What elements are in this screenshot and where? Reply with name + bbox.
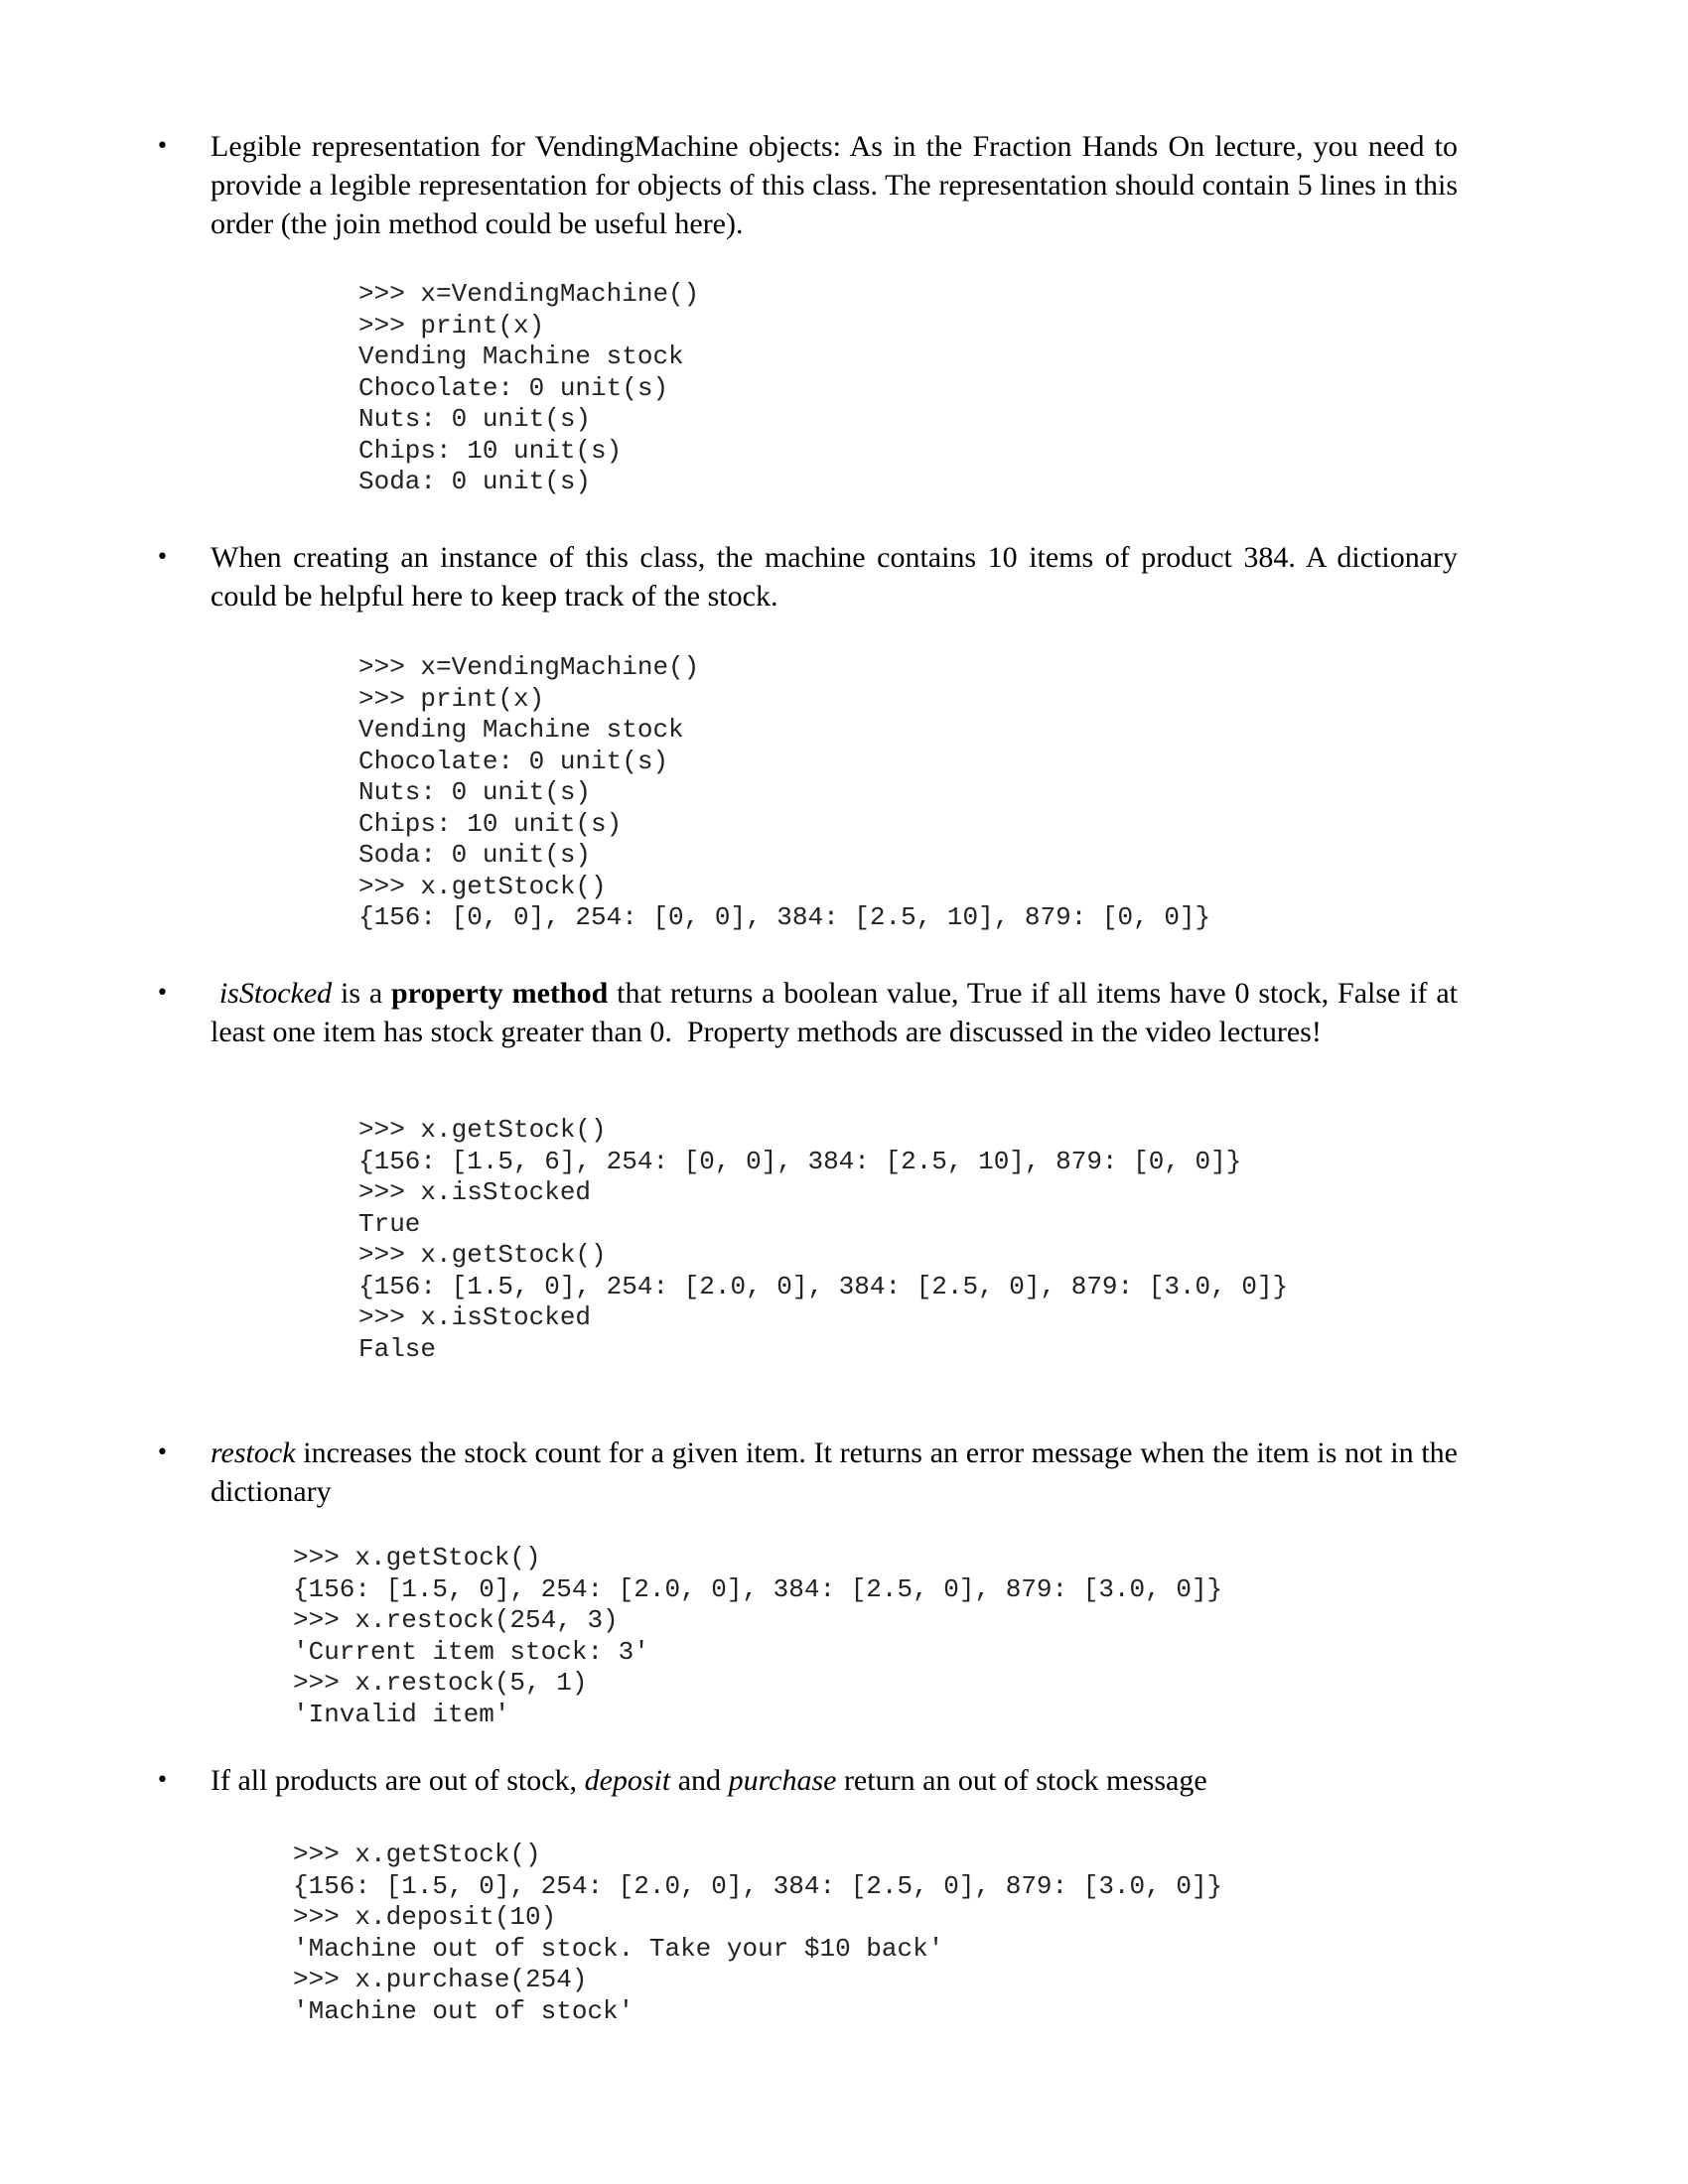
code-line: Vending Machine stock [358, 341, 684, 371]
bullet-icon: • [156, 545, 169, 570]
code-block [358, 652, 1210, 934]
code-line: >>> x.getStock() [293, 1543, 541, 1572]
code-line: False [358, 1333, 437, 1364]
code-block [358, 279, 699, 498]
code-line: >>> x.getStock() [358, 871, 607, 901]
code-line: >>> x=VendingMachine() [358, 279, 700, 309]
code-line: >>> x.deposit(10) [293, 1902, 557, 1932]
text-run: return an out of stock message [836, 1764, 1207, 1797]
code-line: 'Machine out of stock' [293, 1995, 634, 2026]
code-line: Chocolate: 0 unit(s) [358, 746, 669, 776]
text-run: restock [211, 1436, 296, 1469]
code-line: >>> x.restock(5, 1) [293, 1668, 588, 1698]
code-line: >>> print(x) [358, 310, 545, 341]
code-block [293, 1543, 1222, 1730]
code-block [293, 1840, 1222, 2027]
code-line: Soda: 0 unit(s) [358, 467, 592, 496]
text-run: property method [391, 977, 609, 1010]
code-line: 'Invalid item' [293, 1699, 510, 1729]
bullet-icon: • [156, 1440, 169, 1465]
code-line: {156: [1.5, 0], 254: [2.0, 0], 384: [2.5, 0], 879: [3.0, 0]} [358, 1271, 1289, 1301]
code-line: {156: [1.5, 0], 254: [2.0, 0], 384: [2.5, 0], 879: [3.0, 0]} [293, 1870, 1223, 1901]
code-line: >>> x.purchase(254) [293, 1965, 588, 1994]
code-line: True [358, 1208, 421, 1239]
code-block [358, 1115, 1288, 1365]
code-line: Chips: 10 unit(s) [358, 808, 623, 839]
code-line: >>> print(x) [358, 683, 545, 714]
paragraph [211, 1433, 1466, 1511]
paragraph [211, 974, 1466, 1051]
paragraph [211, 127, 1466, 243]
text-run: isStocked [218, 977, 333, 1010]
bullet-icon: • [156, 1768, 169, 1793]
bullet-icon: • [156, 134, 169, 159]
paragraph [211, 1761, 1458, 1800]
text-run: Legible representation for VendingMachine objects: As in the Fraction Hands On lecture, you need to provide a legible representation for objects of this class. The representation should contain 5 lines in this order (the join method could be useful here). [211, 130, 1466, 240]
code-line: Nuts: 0 unit(s) [358, 777, 592, 807]
paragraph [211, 538, 1466, 615]
bullet-icon: • [156, 981, 169, 1006]
code-line: >>> x.restock(254, 3) [293, 1605, 619, 1635]
code-line: >>> x.isStocked [358, 1177, 592, 1207]
text-run: deposit [584, 1764, 671, 1797]
code-line: >>> x=VendingMachine() [358, 652, 700, 682]
code-line: >>> x.getStock() [358, 1115, 607, 1145]
text-run: and [670, 1764, 729, 1797]
text-run: purchase [728, 1764, 837, 1797]
text-run: is a [332, 977, 391, 1010]
code-line: >>> x.getStock() [358, 1240, 607, 1270]
code-line: >>> x.isStocked [358, 1302, 592, 1332]
code-line: {156: [1.5, 0], 254: [2.0, 0], 384: [2.5, 0], 879: [3.0, 0]} [293, 1573, 1223, 1604]
code-line: Vending Machine stock [358, 715, 684, 745]
code-line: Soda: 0 unit(s) [358, 840, 592, 870]
code-line: Chips: 10 unit(s) [358, 435, 623, 466]
code-line: Nuts: 0 unit(s) [358, 404, 592, 434]
code-line: {156: [1.5, 6], 254: [0, 0], 384: [2.5, 10], 879: [0, 0]} [358, 1146, 1242, 1176]
code-line: Chocolate: 0 unit(s) [358, 372, 669, 403]
code-line: {156: [0, 0], 254: [0, 0], 384: [2.5, 10], 879: [0, 0]} [358, 902, 1211, 932]
text-run: increases the stock count for a given item. It returns an error message when the item is not in the dictionary [211, 1436, 1466, 1508]
code-line: 'Machine out of stock. Take your $10 back' [293, 1933, 944, 1964]
text-run: When creating an instance of this class, the machine contains 10 items of product 384. A dictionary could be helpful here to keep track of the stock. [211, 541, 1466, 613]
code-line: >>> x.getStock() [293, 1840, 541, 1869]
code-line: 'Current item stock: 3' [293, 1636, 649, 1667]
text-run: If all products are out of stock, [211, 1764, 585, 1797]
text-run [211, 977, 219, 1010]
text-run: that returns a boolean value, True if all items have 0 stock, False if at least one item has stock greater than 0. Property methods are discussed in the video lectures! [211, 977, 1466, 1048]
